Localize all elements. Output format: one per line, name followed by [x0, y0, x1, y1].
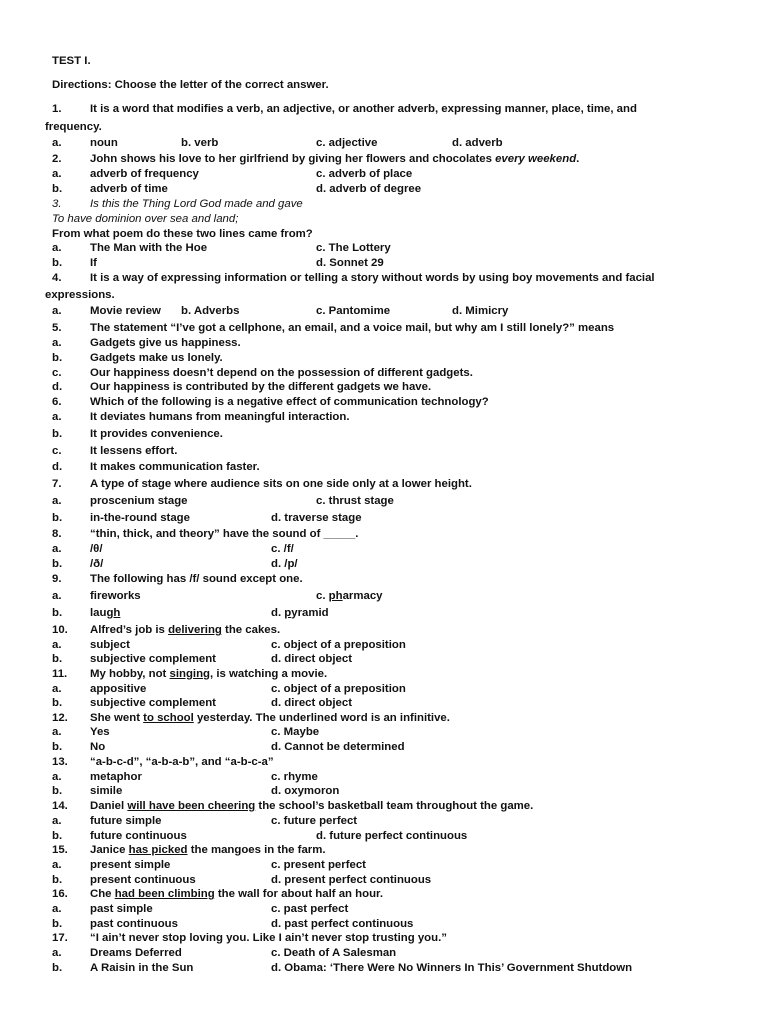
choices-row	[0, 167, 768, 182]
letter: a.	[52, 771, 62, 783]
question-3	[0, 197, 768, 212]
choice-c: c. Maybe	[271, 726, 320, 738]
letter: a.	[52, 495, 62, 507]
question-number: 3.	[52, 198, 62, 210]
choices-row	[0, 182, 768, 197]
question-number: 10.	[52, 624, 68, 636]
question-text: Alfred’s job is delivering the cakes.	[90, 624, 281, 636]
letter: a.	[52, 543, 62, 555]
choice-d: d. present perfect continuous	[271, 874, 432, 886]
question-1	[0, 102, 768, 117]
choice-b: in-the-round stage	[90, 512, 190, 524]
letter: d.	[52, 461, 63, 473]
choice-c: c. pharmacy	[316, 590, 383, 602]
question-text: Daniel will have been cheering the school’s basketball team throughout the game.	[90, 800, 534, 812]
question-number: 13.	[52, 756, 68, 768]
choice-a: proscenium stage	[90, 495, 188, 507]
underlined-text: had been climbing	[114, 888, 215, 900]
choice-b: past continuous	[90, 918, 178, 930]
choice-c: c. present perfect	[271, 859, 366, 871]
letter: b.	[52, 653, 63, 665]
letter: c.	[52, 445, 62, 457]
choice-b: If	[90, 257, 97, 269]
letter: a.	[52, 305, 62, 317]
choice-b: Gadgets make us lonely.	[90, 352, 223, 364]
choice-a: Gadgets give us happiness.	[90, 337, 241, 349]
letter: a.	[52, 859, 62, 871]
question-text: “thin, thick, and theory” have the sound of _____.	[90, 528, 359, 540]
question-text: “a-b-c-d”, “a-b-a-b”, and “a-b-c-a”	[90, 756, 274, 768]
letter: a.	[52, 168, 62, 180]
choices-row	[0, 256, 768, 271]
underlined-text: singing	[169, 668, 211, 680]
choices-row	[0, 241, 768, 256]
choice-b: subjective complement	[90, 697, 216, 709]
letter: b.	[52, 183, 63, 195]
choice-d: d. direct object	[271, 653, 353, 665]
choice-a: adverb of frequency	[90, 168, 199, 180]
question-11	[0, 667, 768, 682]
letter: a.	[52, 726, 62, 738]
letter: b.	[52, 697, 63, 709]
letter: b.	[52, 352, 63, 364]
choice-d: It makes communication faster.	[90, 461, 260, 473]
emphasis-text: every weekend	[495, 153, 577, 165]
question-number: 11.	[52, 668, 68, 680]
question-text: Which of the following is a negative effect of communication technology?	[90, 396, 489, 408]
choice-d: d. Cannot be determined	[271, 741, 405, 753]
question-number: 8.	[52, 528, 62, 540]
question-number: 14.	[52, 800, 68, 812]
question-text: My hobby, not singing, is watching a movie.	[90, 668, 328, 680]
question-9	[0, 572, 768, 587]
choice-d: d. past perfect continuous	[271, 918, 414, 930]
choice-a: fireworks	[90, 590, 141, 602]
choice-d: d. Sonnet 29	[316, 257, 384, 269]
choice-b: subjective complement	[90, 653, 216, 665]
question-12	[0, 711, 768, 726]
choice-a: Dreams Deferred	[90, 947, 182, 959]
question-14	[0, 799, 768, 814]
letter: a.	[52, 590, 62, 602]
question-17	[0, 931, 768, 946]
question-text: It is a way of expressing information or telling a story without words by using boy movements and facial	[90, 272, 655, 284]
choice-d: d. /p/	[271, 558, 298, 570]
choice-d: d. Obama: ‘There Were No Winners In This’ Government Shutdown	[271, 962, 633, 974]
question-number: 2.	[52, 153, 62, 165]
letter: b.	[52, 962, 63, 974]
choice-b: b. Adverbs	[181, 305, 240, 317]
choice-b: future continuous	[90, 830, 187, 842]
choice-d: d. adverb	[452, 137, 503, 149]
choice-b: /ð/	[90, 558, 104, 570]
question-text-cont: expressions.	[45, 289, 115, 301]
question-text: John shows his love to her girlfriend by giving her flowers and chocolates every weekend.	[90, 153, 580, 165]
choice-a: present simple	[90, 859, 171, 871]
poem-line-2: To have dominion over sea and land;	[52, 213, 239, 225]
choice-a: Movie review	[90, 305, 161, 317]
poem-line-1: Is this the Thing Lord God made and gave	[90, 198, 303, 210]
choice-a: The Man with the Hoe	[90, 242, 208, 254]
letter: c.	[52, 367, 62, 379]
choice-b: b. verb	[181, 137, 219, 149]
choice-a: noun	[90, 137, 118, 149]
letter: b.	[52, 607, 63, 619]
question-text: It is a word that modifies a verb, an adjective, or another adverb, expressing manner, place, time, and	[90, 103, 637, 115]
choice-a: subject	[90, 639, 130, 651]
choice-d: d. oxymoron	[271, 785, 340, 797]
letter: b.	[52, 257, 63, 269]
letter: b.	[52, 512, 63, 524]
underlined-text: will have been cheering	[127, 800, 256, 812]
choice-b: simile	[90, 785, 123, 797]
letter: a.	[52, 411, 62, 423]
letter: a.	[52, 137, 62, 149]
question-text: Che had been climbing the wall for about half an hour.	[90, 888, 384, 900]
choice-c: c. thrust stage	[316, 495, 394, 507]
choice-c: It lessens effort.	[90, 445, 178, 457]
letter: b.	[52, 874, 63, 886]
question-8	[0, 527, 768, 542]
choice-d: d. adverb of degree	[316, 183, 422, 195]
question-7	[0, 477, 768, 492]
question-number: 7.	[52, 478, 62, 490]
letter: a.	[52, 903, 62, 915]
choice-d: d. future perfect continuous	[316, 830, 468, 842]
choice-c: c. past perfect	[271, 903, 349, 915]
choice-c: c. adjective	[316, 137, 378, 149]
choice-c: c. Pantomime	[316, 305, 391, 317]
letter: a.	[52, 683, 62, 695]
question-number: 17.	[52, 932, 68, 944]
letter: b.	[52, 558, 63, 570]
choices-row	[0, 304, 768, 319]
letter: b.	[52, 918, 63, 930]
letter: a.	[52, 815, 62, 827]
question-number: 15.	[52, 844, 68, 856]
letter: d.	[52, 381, 63, 393]
question-number: 6.	[52, 396, 62, 408]
question-number: 1.	[52, 103, 62, 115]
choice-d: d. Mimicry	[452, 305, 509, 317]
choice-b: present continuous	[90, 874, 196, 886]
question-text: A type of stage where audience sits on one side only at a lower height.	[90, 478, 472, 490]
question-text: “I ain’t never stop loving you. Like I ain’t never stop trusting you.”	[90, 932, 447, 944]
letter: a.	[52, 242, 62, 254]
choice-a: It deviates humans from meaningful interaction.	[90, 411, 350, 423]
choice-c: Our happiness doesn’t depend on the possession of different gadgets.	[90, 367, 473, 379]
underlined-text: gh	[106, 607, 121, 619]
choice-c: c. /f/	[271, 543, 294, 555]
choice-c: c. object of a preposition	[271, 683, 406, 695]
choice-a: past simple	[90, 903, 153, 915]
letter: a.	[52, 639, 62, 651]
choice-a: appositive	[90, 683, 147, 695]
choice-b: A Raisin in the Sun	[90, 962, 194, 974]
letter: b.	[52, 830, 63, 842]
underlined-text: p	[284, 607, 292, 619]
question-text: The statement “I’ve got a cellphone, an email, and a voice mail, but why am I still lonely?” means	[90, 322, 615, 334]
underlined-text: ph	[328, 590, 343, 602]
letter: b.	[52, 785, 63, 797]
underlined-text: to school	[143, 712, 194, 724]
choice-a: future simple	[90, 815, 162, 827]
directions: Directions: Choose the letter of the correct answer.	[52, 79, 329, 91]
choice-d: d. traverse stage	[271, 512, 362, 524]
question-13	[0, 755, 768, 770]
choice-c: c. object of a preposition	[271, 639, 406, 651]
choices-row	[0, 136, 768, 151]
letter: a.	[52, 947, 62, 959]
question-text: The following has /f/ sound except one.	[90, 573, 303, 585]
question-number: 5.	[52, 322, 62, 334]
question-text-cont: frequency.	[45, 121, 102, 133]
choice-b: laugh	[90, 607, 121, 619]
choice-c: c. Death of A Salesman	[271, 947, 397, 959]
choice-c: c. future perfect	[271, 815, 358, 827]
choice-d: Our happiness is contributed by the different gadgets we have.	[90, 381, 432, 393]
question-number: 12.	[52, 712, 68, 724]
choice-d: d. pyramid	[271, 607, 329, 619]
choice-c: c. adverb of place	[316, 168, 413, 180]
choice-b: No	[90, 741, 106, 753]
choice-a: metaphor	[90, 771, 142, 783]
question-2	[0, 152, 768, 167]
question-text: Janice has picked the mangoes in the farm.	[90, 844, 326, 856]
letter: a.	[52, 337, 62, 349]
question-number: 16.	[52, 888, 68, 900]
question-10	[0, 623, 768, 638]
test-title: TEST I.	[52, 55, 91, 67]
question-4	[0, 271, 768, 286]
question-5	[0, 321, 768, 336]
question-15	[0, 843, 768, 858]
choice-c: c. The Lottery	[316, 242, 391, 254]
letter: b.	[52, 428, 63, 440]
choice-b: adverb of time	[90, 183, 168, 195]
question-number: 9.	[52, 573, 62, 585]
question-text: She went to school yesterday. The underlined word is an infinitive.	[90, 712, 450, 724]
question-16	[0, 887, 768, 902]
underlined-text: has picked	[128, 844, 188, 856]
question-number: 4.	[52, 272, 62, 284]
underlined-text: delivering	[168, 624, 222, 636]
letter: b.	[52, 741, 63, 753]
choice-c: c. rhyme	[271, 771, 318, 783]
question-6	[0, 395, 768, 410]
question-text: From what poem do these two lines came from?	[52, 228, 313, 240]
choice-a: Yes	[90, 726, 110, 738]
choice-d: d. direct object	[271, 697, 353, 709]
choice-b: It provides convenience.	[90, 428, 223, 440]
choice-a: /θ/	[90, 543, 103, 555]
